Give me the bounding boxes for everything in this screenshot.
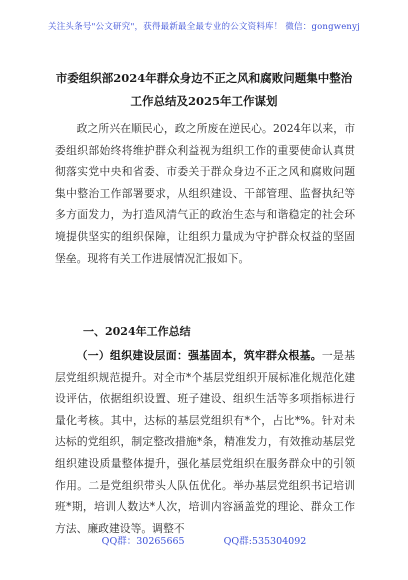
footer-qq-group-2: QQ群:535304092 [223,536,307,547]
subsection-heading: （一）组织建设层面：强基固本，筑牢群众根基。 [76,349,322,362]
subsection-text: 一是基层党组织规范提升。对全市*个基层党组织开展标准化规范化建设评估，依据组织设置、班子建设、组织生活等多项指标进行量化考核。其中，达标的基层党组织有*个，占比*%。针对未达标的党组织，制定整改措施*条，精准发力，有效推动基层党组织建设质量整体提升，强化基层党组织在服务群众中的引领作用。二是党组织带头人队伍优化。举办基层党组织书记培训班*期，培训人数达*人次，培训内容涵盖党的理论、群众工作方法、廉政建设等。调整不 [55,349,356,535]
body-paragraph [55,345,355,539]
intro-paragraph: 政之所兴在顺民心，政之所废在逆民心。2024年以来，市委组织部始终将维护群众利益视为组织工作的重要使命认真贯彻落实党中央和省委、市委关于群众身边不正之风和腐败问题集中整治工作部署要求，从组织建设、干部管理、监督执纪等多方面发力，为打造风清气正的政治生态与和谐稳定的社会环境提供坚实的组织保障，让组织力量成为守护群众权益的坚固堡垒。现将有关工作进展情况汇报如下。 [55,122,355,265]
section-heading: 一、2024年工作总结 [83,325,191,338]
document-title-line1: 市委组织部2024年群众身边不正之风和腐败问题集中整治 [55,71,353,85]
header-banner: 关注头条号"公文研究"，获得最新最全最专业的公文资料库！ 微信：gongwenyj [48,22,360,32]
footer-qq-group-1: QQ群：30265665 [101,536,185,547]
document-title-line2: 工作总结及2025年工作谋划 [130,94,278,108]
footer-contact [0,533,408,547]
